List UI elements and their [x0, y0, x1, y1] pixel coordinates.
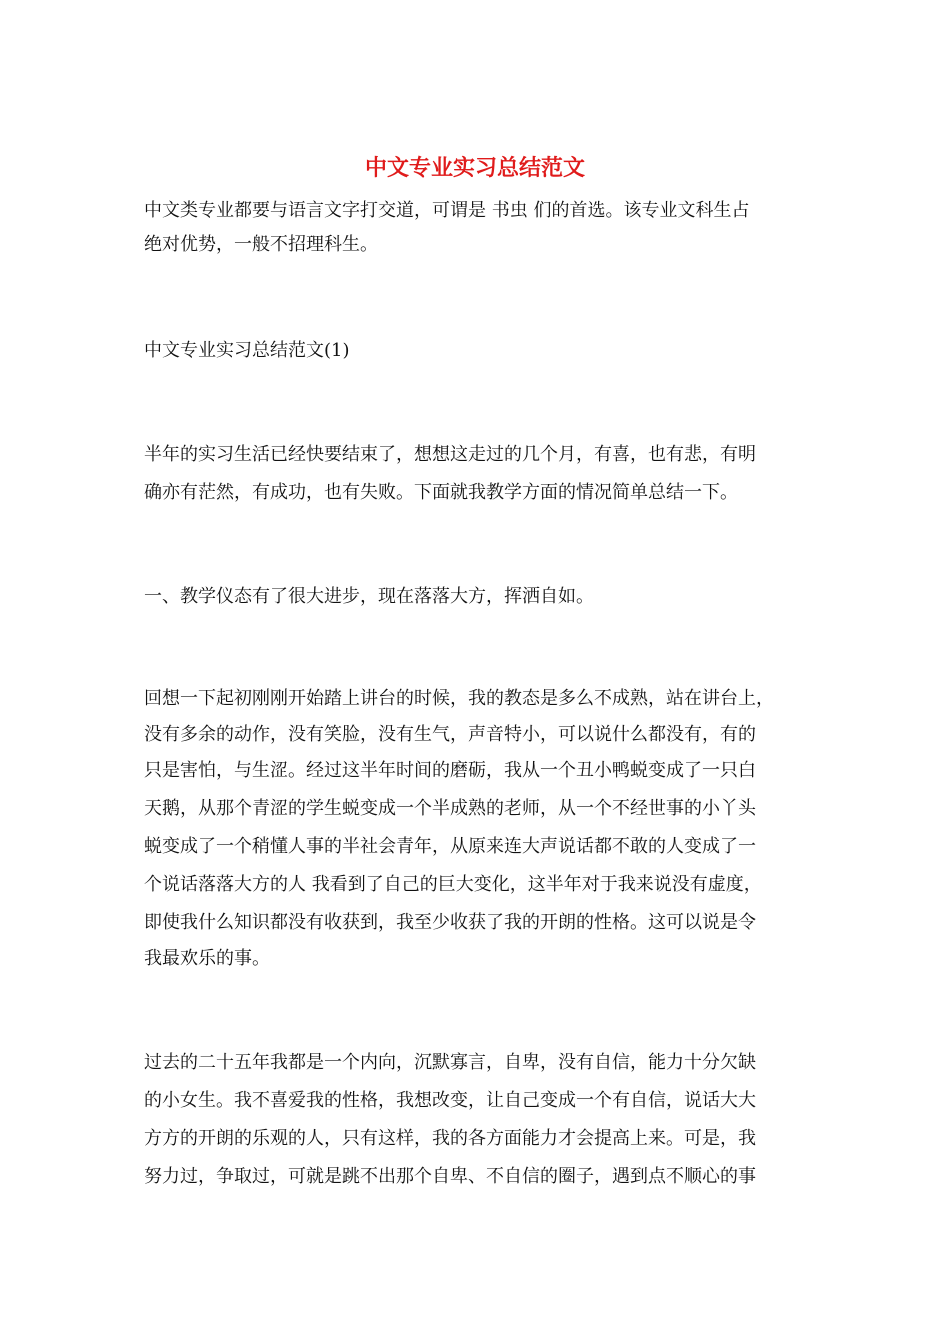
paragraph-3-line-4: 努力过，争取过，可就是跳不出那个自卑、不自信的圈子，遇到点不顺心的事: [144, 1166, 756, 1187]
paragraph-1-line-2: 确亦有茫然，有成功，也有失败。下面就我教学方面的情况简单总结一下。: [144, 482, 738, 503]
point-one-heading: 一、教学仪态有了很大进步，现在落落大方，挥洒自如。: [144, 586, 594, 607]
paragraph-2-line-1: 回想一下起初刚刚开始踏上讲台的时候，我的教态是多么不成熟，站在讲台上，: [144, 688, 774, 709]
document-title: 中文专业实习总结范文: [364, 155, 585, 181]
section-heading: 中文专业实习总结范文(1): [144, 340, 350, 361]
paragraph-3-line-2: 的小女生。我不喜爱我的性格，我想改变，让自己变成一个有自信，说话大大: [144, 1090, 756, 1111]
paragraph-2-line-8: 我最欢乐的事。: [144, 948, 270, 969]
paragraph-2-line-7: 即使我什么知识都没有收获到，我至少收获了我的开朗的性格。这可以说是令: [144, 912, 756, 933]
paragraph-3-line-3: 方方的开朗的乐观的人，只有这样，我的各方面能力才会提高上来。可是，我: [144, 1128, 756, 1149]
paragraph-1-line-1: 半年的实习生活已经快要结束了，想想这走过的几个月，有喜，也有悲，有明: [144, 444, 756, 465]
paragraph-2-line-6: 个说话落落大方的人 我看到了自己的巨大变化，这半年对于我来说没有虚度，: [144, 874, 762, 895]
intro-line-1: 中文类专业都要与语言文字打交道，可谓是 书虫 们的首选。该专业文科生占: [144, 200, 750, 221]
intro-line-2: 绝对优势，一般不招理科生。: [144, 234, 378, 255]
paragraph-2-line-2: 没有多余的动作，没有笑脸，没有生气，声音特小，可以说什么都没有，有的: [144, 724, 756, 745]
paragraph-3-line-1: 过去的二十五年我都是一个内向，沉默寡言，自卑，没有自信，能力十分欠缺: [144, 1052, 756, 1073]
paragraph-2-line-4: 天鹅，从那个青涩的学生蜕变成一个半成熟的老师，从一个不经世事的小丫头: [144, 798, 756, 819]
paragraph-2-line-5: 蜕变成了一个稍懂人事的半社会青年，从原来连大声说话都不敢的人变成了一: [144, 836, 756, 857]
paragraph-2-line-3: 只是害怕，与生涩。经过这半年时间的磨砺，我从一个丑小鸭蜕变成了一只白: [144, 760, 756, 781]
